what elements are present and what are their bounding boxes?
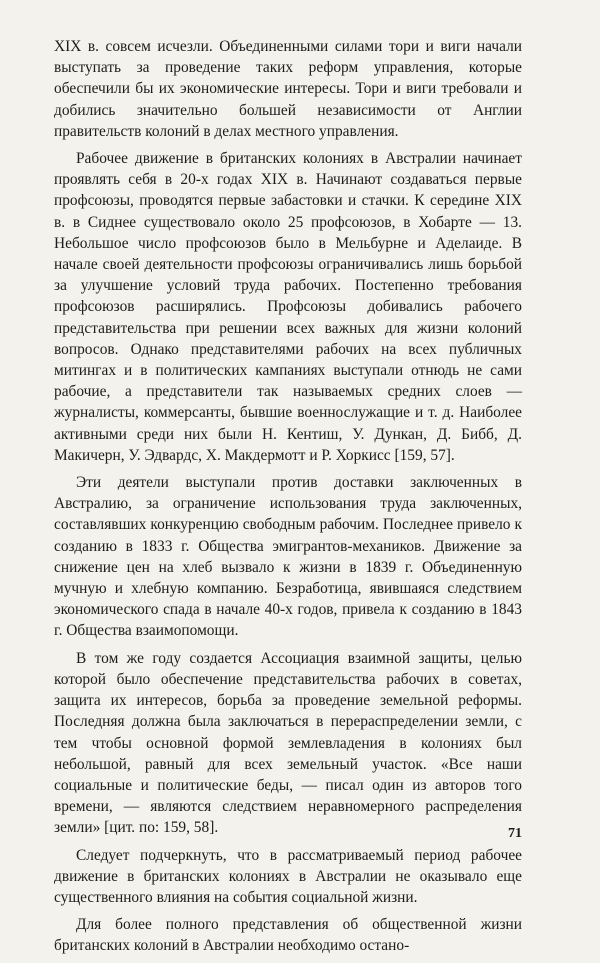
paragraph: Следует подчеркнуть, что в рассматриваемый период рабочее движение в британских колониях в Австралии не оказывало еще существенного влияния на события социальной жизни. [54, 846, 522, 906]
paragraph-continued: XIX в. совсем исчезли. Объединенными силами тори и виги начали выступать за проведение таких реформ управления, которые обеспечили бы их экономические интересы. Тори и виги требовали и добились значительно большей независимости от Англии правительств колоний в делах местного управления. [54, 38, 522, 140]
body-text [54, 36, 522, 963]
page-number: 71 [508, 826, 522, 841]
paragraph: Рабочее движение в британских колониях в Австралии начинает проявлять себя в 20-х годах XIX в. Начинают создаваться первые профсоюзы, проводятся первые забастовки и стачки. К середине XIX в. в Сиднее существовало около 25 профсоюзов, в Хобарте — 13. Небольшое число профсоюзов было в Мельбурне и Аделаиде. В начале своей деятельности профсоюзы ограничивались лишь борьбой за улучшение условий труда рабочих. Постепенно требования профсоюзов расширялись. Профсоюзы добивались рабочего представительства при решении всех важных для жизни колоний вопросов. Однако представителями рабочих на всех публичных митингах и в политических кампаниях выступали отнюдь не сами рабочие, а представители так называемых средних слоев — журналисты, коммерсанты, бывшие военнослужащие и т. д. Наиболее активными среди них были Н. Кентиш, У. Дункан, Д. Бибб, Д. Макичерн, У. Эдвардс, Х. Макдермотт и Р. Хоркисс [159, 57]. [54, 150, 522, 464]
paragraph: В том же году создается Ассоциация взаимной защиты, целью которой было обеспечение представительства рабочих в советах, защита их интересов, борьба за проведение земельной реформы. Последняя должна была заключаться в перераспределении земли, с тем чтобы основной формой землевладения в колониях был небольшой, равный для всех земельный участок. «Все наши социальные и политические беды, — писал один из авторов того времени, — являются следствием неравномерного распределения земли» [цит. по: 159, 58]. [54, 649, 522, 837]
paragraph: Для более полного представления об общественной жизни британских колоний в Австралии необходимо остано- [54, 916, 522, 955]
paragraph: Эти деятели выступали против доставки заключенных в Австралию, за ограничение использования труда заключенных, составлявших конкуренцию свободным рабочим. Последнее привело к созданию в 1833 г. Общества эмигрантов-механиков. Движение за снижение цен на хлеб вызвало к жизни в 1839 г. Объединенную мучную и хлебную компанию. Безработица, явившаяся следствием экономического спада в начале 40-х годов, привела к созданию в 1843 г. Общества взаимопомощи. [54, 474, 522, 640]
